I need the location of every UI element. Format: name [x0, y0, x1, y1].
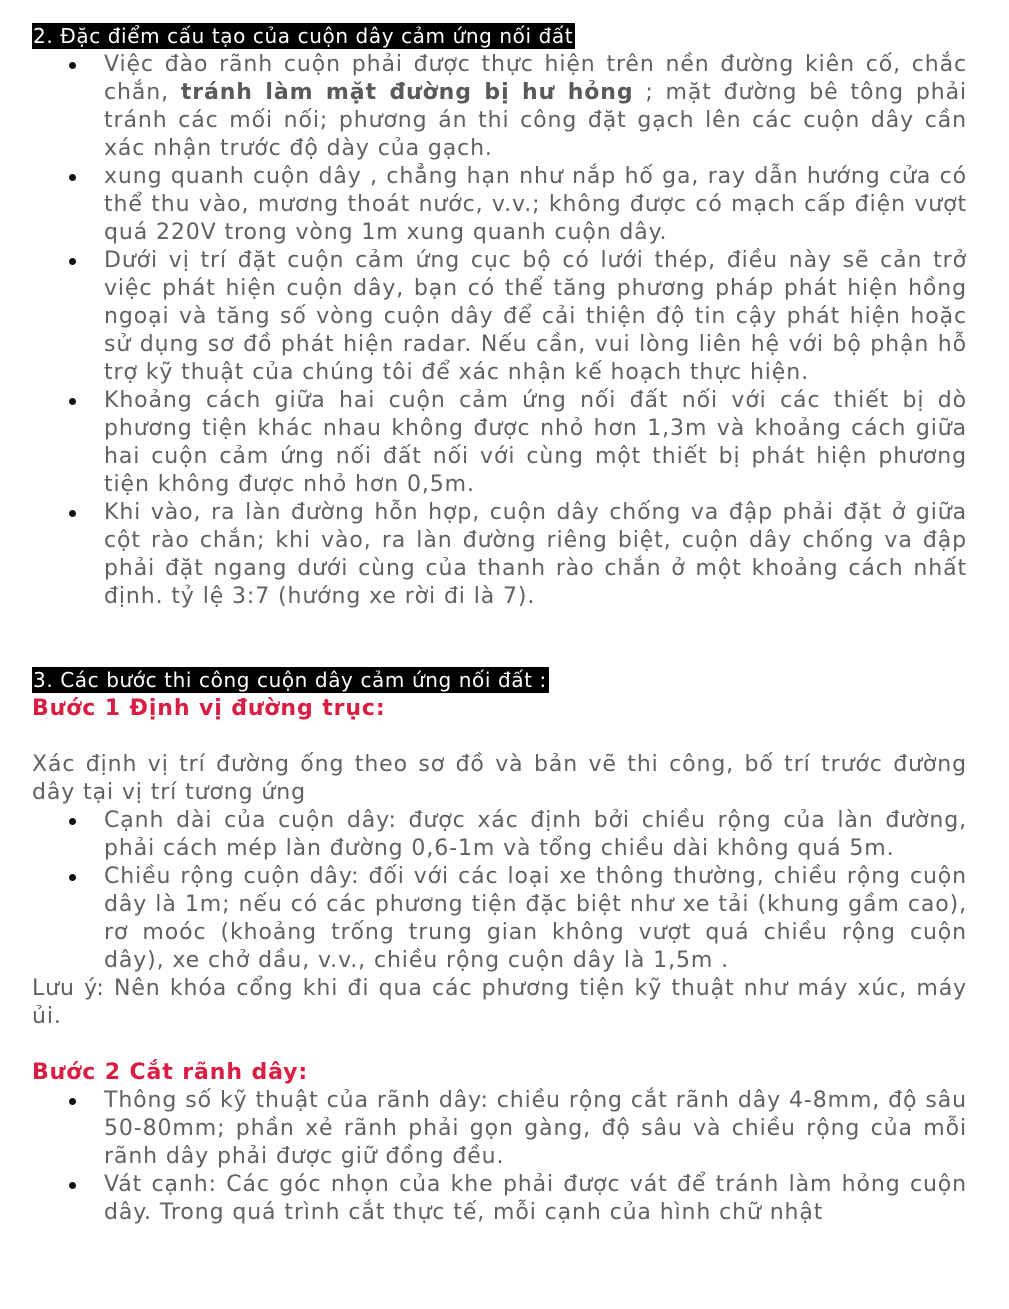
step-1 [32, 695, 967, 1031]
section-3-heading: 3. Các bước thi công cuộn dây cảm ứng nối đất : [33, 668, 547, 692]
spacer [32, 611, 967, 667]
list-item: Thông số kỹ thuật của rãnh dây: chiều rộng cắt rãnh dây 4-8mm, độ sâu 50-80mm; phần xẻ rãnh phải gọn gàng, độ sâu và chiều rộng của mỗi rãnh dây phải được giữ đồng đều. [32, 1087, 967, 1171]
section-3 [32, 667, 967, 1227]
step-2 [32, 1059, 967, 1227]
list-item: Vát cạnh: Các góc nhọn của khe phải được vát để tránh làm hỏng cuộn dây. Trong quá trình cắt thực tế, mỗi cạnh của hình chữ nhật [32, 1171, 967, 1227]
list-item: Khi vào, ra làn đường hỗn hợp, cuộn dây chống va đập phải đặt ở giữa cột rào chắn; khi vào, ra làn đường riêng biệt, cuộn dây chống va đập phải đặt ngang dưới cùng của thanh rào chắn ở một khoảng cách nhất định. tỷ lệ 3:7 (hướng xe rời đi là 7). [32, 499, 967, 611]
list-item-text: Việc đào rãnh cuộn phải được thực hiện trên nền đường kiên cố, chắc chắn, [104, 52, 967, 105]
list-item: Khoảng cách giữa hai cuộn cảm ứng nối đất nối với các thiết bị dò phương tiện khác nhau không được nhỏ hơn 1,3m và khoảng cách giữa hai cuộn cảm ứng nối đất nối với cùng một thiết bị phát hiện phương tiện không được nhỏ hơn 0,5m. [32, 387, 967, 499]
spacer [32, 723, 967, 751]
spacer [32, 1031, 967, 1059]
list-item: Chiều rộng cuộn dây: đối với các loại xe thông thường, chiều rộng cuộn dây là 1m; nếu có các phương tiện đặc biệt như xe tải (khung gầm cao), rơ moóc (khoảng trống trung gian không vượt quá chiều rộng cuộn dây), xe chở dầu, v.v., chiều rộng cuộn dây là 1,5m . [32, 863, 967, 975]
step-1-intro: Xác định vị trí đường ống theo sơ đồ và bản vẽ thi công, bố trí trước đường dây tại vị trí tương ứng [32, 752, 967, 805]
step-1-title: Bước 1 Định vị đường trục: [32, 696, 386, 721]
step-1-note: Lưu ý: Nên khóa cổng khi đi qua các phương tiện kỹ thuật như máy xúc, máy ủi. [32, 976, 967, 1029]
section-2-bullet-list [32, 51, 967, 611]
step-2-bullet-list [32, 1087, 967, 1227]
step-2-title: Bước 2 Cắt rãnh dây: [32, 1060, 309, 1085]
section-2 [32, 23, 967, 611]
list-item: xung quanh cuộn dây , chẳng hạn như nắp hố ga, ray dẫn hướng cửa có thể thu vào, mương thoát nước, v.v.; không được có mạch cấp điện vượt quá 220V trong vòng 1m xung quanh cuộn dây. [32, 163, 967, 247]
list-item-text: ; mặt đường bê tông phải tránh các mối nối; phương án thi công đặt gạch lên các cuộn dây cần xác nhận trước độ dày của gạch. [104, 80, 967, 161]
section-2-heading: 2. Đặc điểm cấu tạo của cuộn dây cảm ứng nối đất [33, 24, 574, 48]
emphasized-text: tránh làm mặt đường bị hư hỏng [180, 80, 634, 105]
list-item: Cạnh dài của cuộn dây: được xác định bởi chiều rộng của làn đường, phải cách mép làn đường 0,6-1m và tổng chiều dài không quá 5m. [32, 807, 967, 863]
list-item [32, 51, 967, 163]
step-1-bullet-list [32, 807, 967, 975]
list-item: Dưới vị trí đặt cuộn cảm ứng cục bộ có lưới thép, điều này sẽ cản trở việc phát hiện cuộn dây, bạn có thể tăng phương pháp phát hiện hồng ngoại và tăng số vòng cuộn dây để cải thiện độ tin cậy phát hiện hoặc sử dụng sơ đồ phát hiện radar. Nếu cần, vui lòng liên hệ với bộ phận hỗ trợ kỹ thuật của chúng tôi để xác nhận kế hoạch thực hiện. [32, 247, 967, 387]
